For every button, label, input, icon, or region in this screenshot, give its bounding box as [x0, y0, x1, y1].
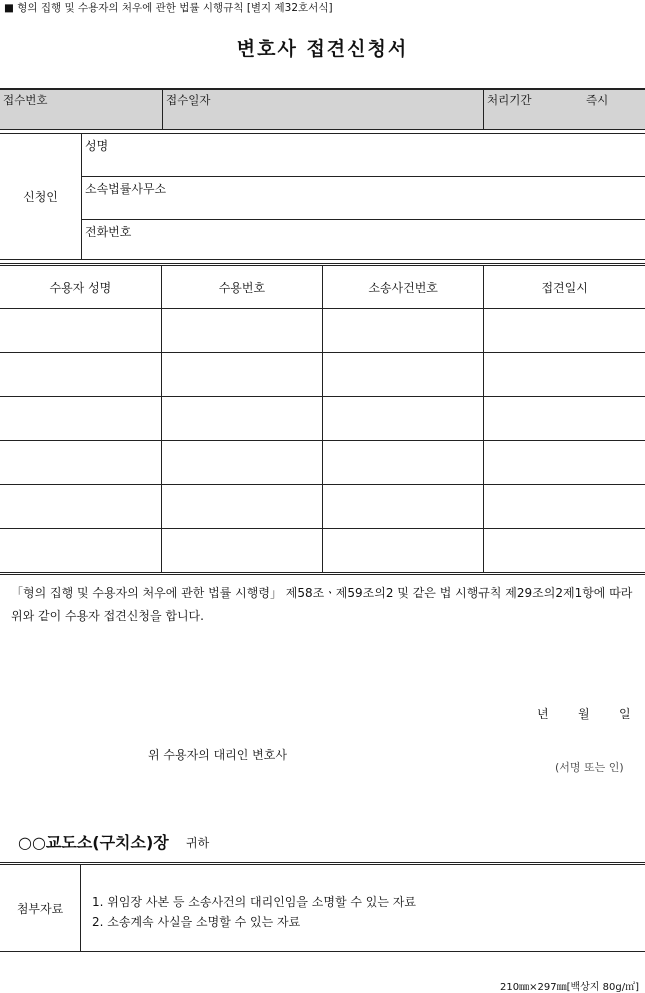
visit-datetime-cell[interactable]	[484, 353, 645, 397]
inmate-name-cell[interactable]	[0, 353, 161, 397]
header-case-number: 소송사건번호	[323, 266, 484, 309]
table-row	[0, 309, 645, 353]
visit-datetime-cell[interactable]	[484, 485, 645, 529]
inmate-name-cell[interactable]	[0, 397, 161, 441]
inmate-number-cell[interactable]	[161, 353, 322, 397]
attachment-item: 1. 위임장 사본 등 소송사건의 대리인임을 소명할 수 있는 자료	[92, 895, 416, 909]
applicant-label: 신청인	[23, 190, 58, 204]
receipt-date-field[interactable]	[162, 90, 483, 130]
processing-period-field	[483, 90, 645, 130]
table-row	[0, 353, 645, 397]
inmate-name-cell[interactable]	[0, 309, 161, 353]
phone-label: 전화번호	[85, 225, 132, 239]
inmate-number-cell[interactable]	[161, 529, 322, 573]
form-reference-note: ■ 형의 집행 및 수용자의 처우에 관한 법률 시행규칙 [별지 제32호서식]	[4, 2, 333, 14]
visit-datetime-cell[interactable]	[484, 441, 645, 485]
header-inmate-number: 수용번호	[161, 266, 322, 309]
paper-spec: 210㎜×297㎜[백상지 80g/㎡]	[500, 982, 639, 993]
table-row	[0, 441, 645, 485]
inmate-name-cell[interactable]	[0, 529, 161, 573]
inmate-name-cell[interactable]	[0, 441, 161, 485]
law-office-label: 소속법률사무소	[85, 182, 167, 196]
application-statement: 「형의 집행 및 수용자의 처우에 관한 법률 시행령」 제58조ㆍ제59조의2 및 같은 법 시행규칙 제29조의2제1항에 따라 위와 같이 수용자 접견신청을 합니다.	[11, 586, 633, 623]
date-day-label: 일	[619, 707, 631, 721]
inmate-number-cell[interactable]	[161, 309, 322, 353]
case-number-cell[interactable]	[323, 353, 484, 397]
receipt-date-label: 접수일자	[166, 93, 211, 107]
header-visit-datetime: 접견일시	[484, 266, 645, 309]
inmate-table	[0, 263, 645, 575]
law-office-field[interactable]	[82, 176, 645, 219]
table-row	[0, 529, 645, 573]
attachments-label: 첨부자료	[16, 902, 64, 916]
inmate-name-cell[interactable]	[0, 485, 161, 529]
applicant-section	[0, 133, 645, 260]
case-number-cell[interactable]	[323, 397, 484, 441]
inmate-number-cell[interactable]	[161, 441, 322, 485]
table-row	[0, 485, 645, 529]
visit-datetime-cell[interactable]	[484, 309, 645, 353]
visit-datetime-cell[interactable]	[484, 529, 645, 573]
processing-period-value: 즉시	[586, 93, 609, 107]
case-number-cell[interactable]	[323, 309, 484, 353]
header-inmate-name: 수용자 성명	[0, 266, 161, 309]
date-month-label: 월	[578, 707, 590, 721]
inmate-number-cell[interactable]	[161, 397, 322, 441]
honorific: 귀하	[186, 836, 210, 850]
receipt-number-label: 접수번호	[3, 93, 48, 107]
page-title: 변호사 접견신청서	[236, 38, 409, 60]
case-number-cell[interactable]	[323, 485, 484, 529]
inmate-number-cell[interactable]	[161, 485, 322, 529]
case-number-cell[interactable]	[323, 441, 484, 485]
signature-field[interactable]: (서명 또는 인)	[555, 761, 624, 774]
attachments-section	[0, 862, 645, 952]
visit-datetime-cell[interactable]	[484, 397, 645, 441]
proxy-lawyer-line: 위 수용자의 대리인 변호사	[148, 748, 287, 762]
receipt-row	[0, 88, 645, 130]
receipt-number-field[interactable]	[0, 90, 162, 130]
processing-period-label: 처리기간	[487, 93, 532, 107]
date-year-label: 년	[537, 707, 549, 721]
recipient: ○○교도소(구치소)장	[18, 833, 169, 852]
phone-field[interactable]	[82, 219, 645, 259]
attachment-item: 2. 소송계속 사실을 소명할 수 있는 자료	[92, 915, 301, 929]
table-row	[0, 397, 645, 441]
applicant-name-field[interactable]	[82, 134, 645, 176]
applicant-name-label: 성명	[85, 139, 109, 153]
case-number-cell[interactable]	[323, 529, 484, 573]
